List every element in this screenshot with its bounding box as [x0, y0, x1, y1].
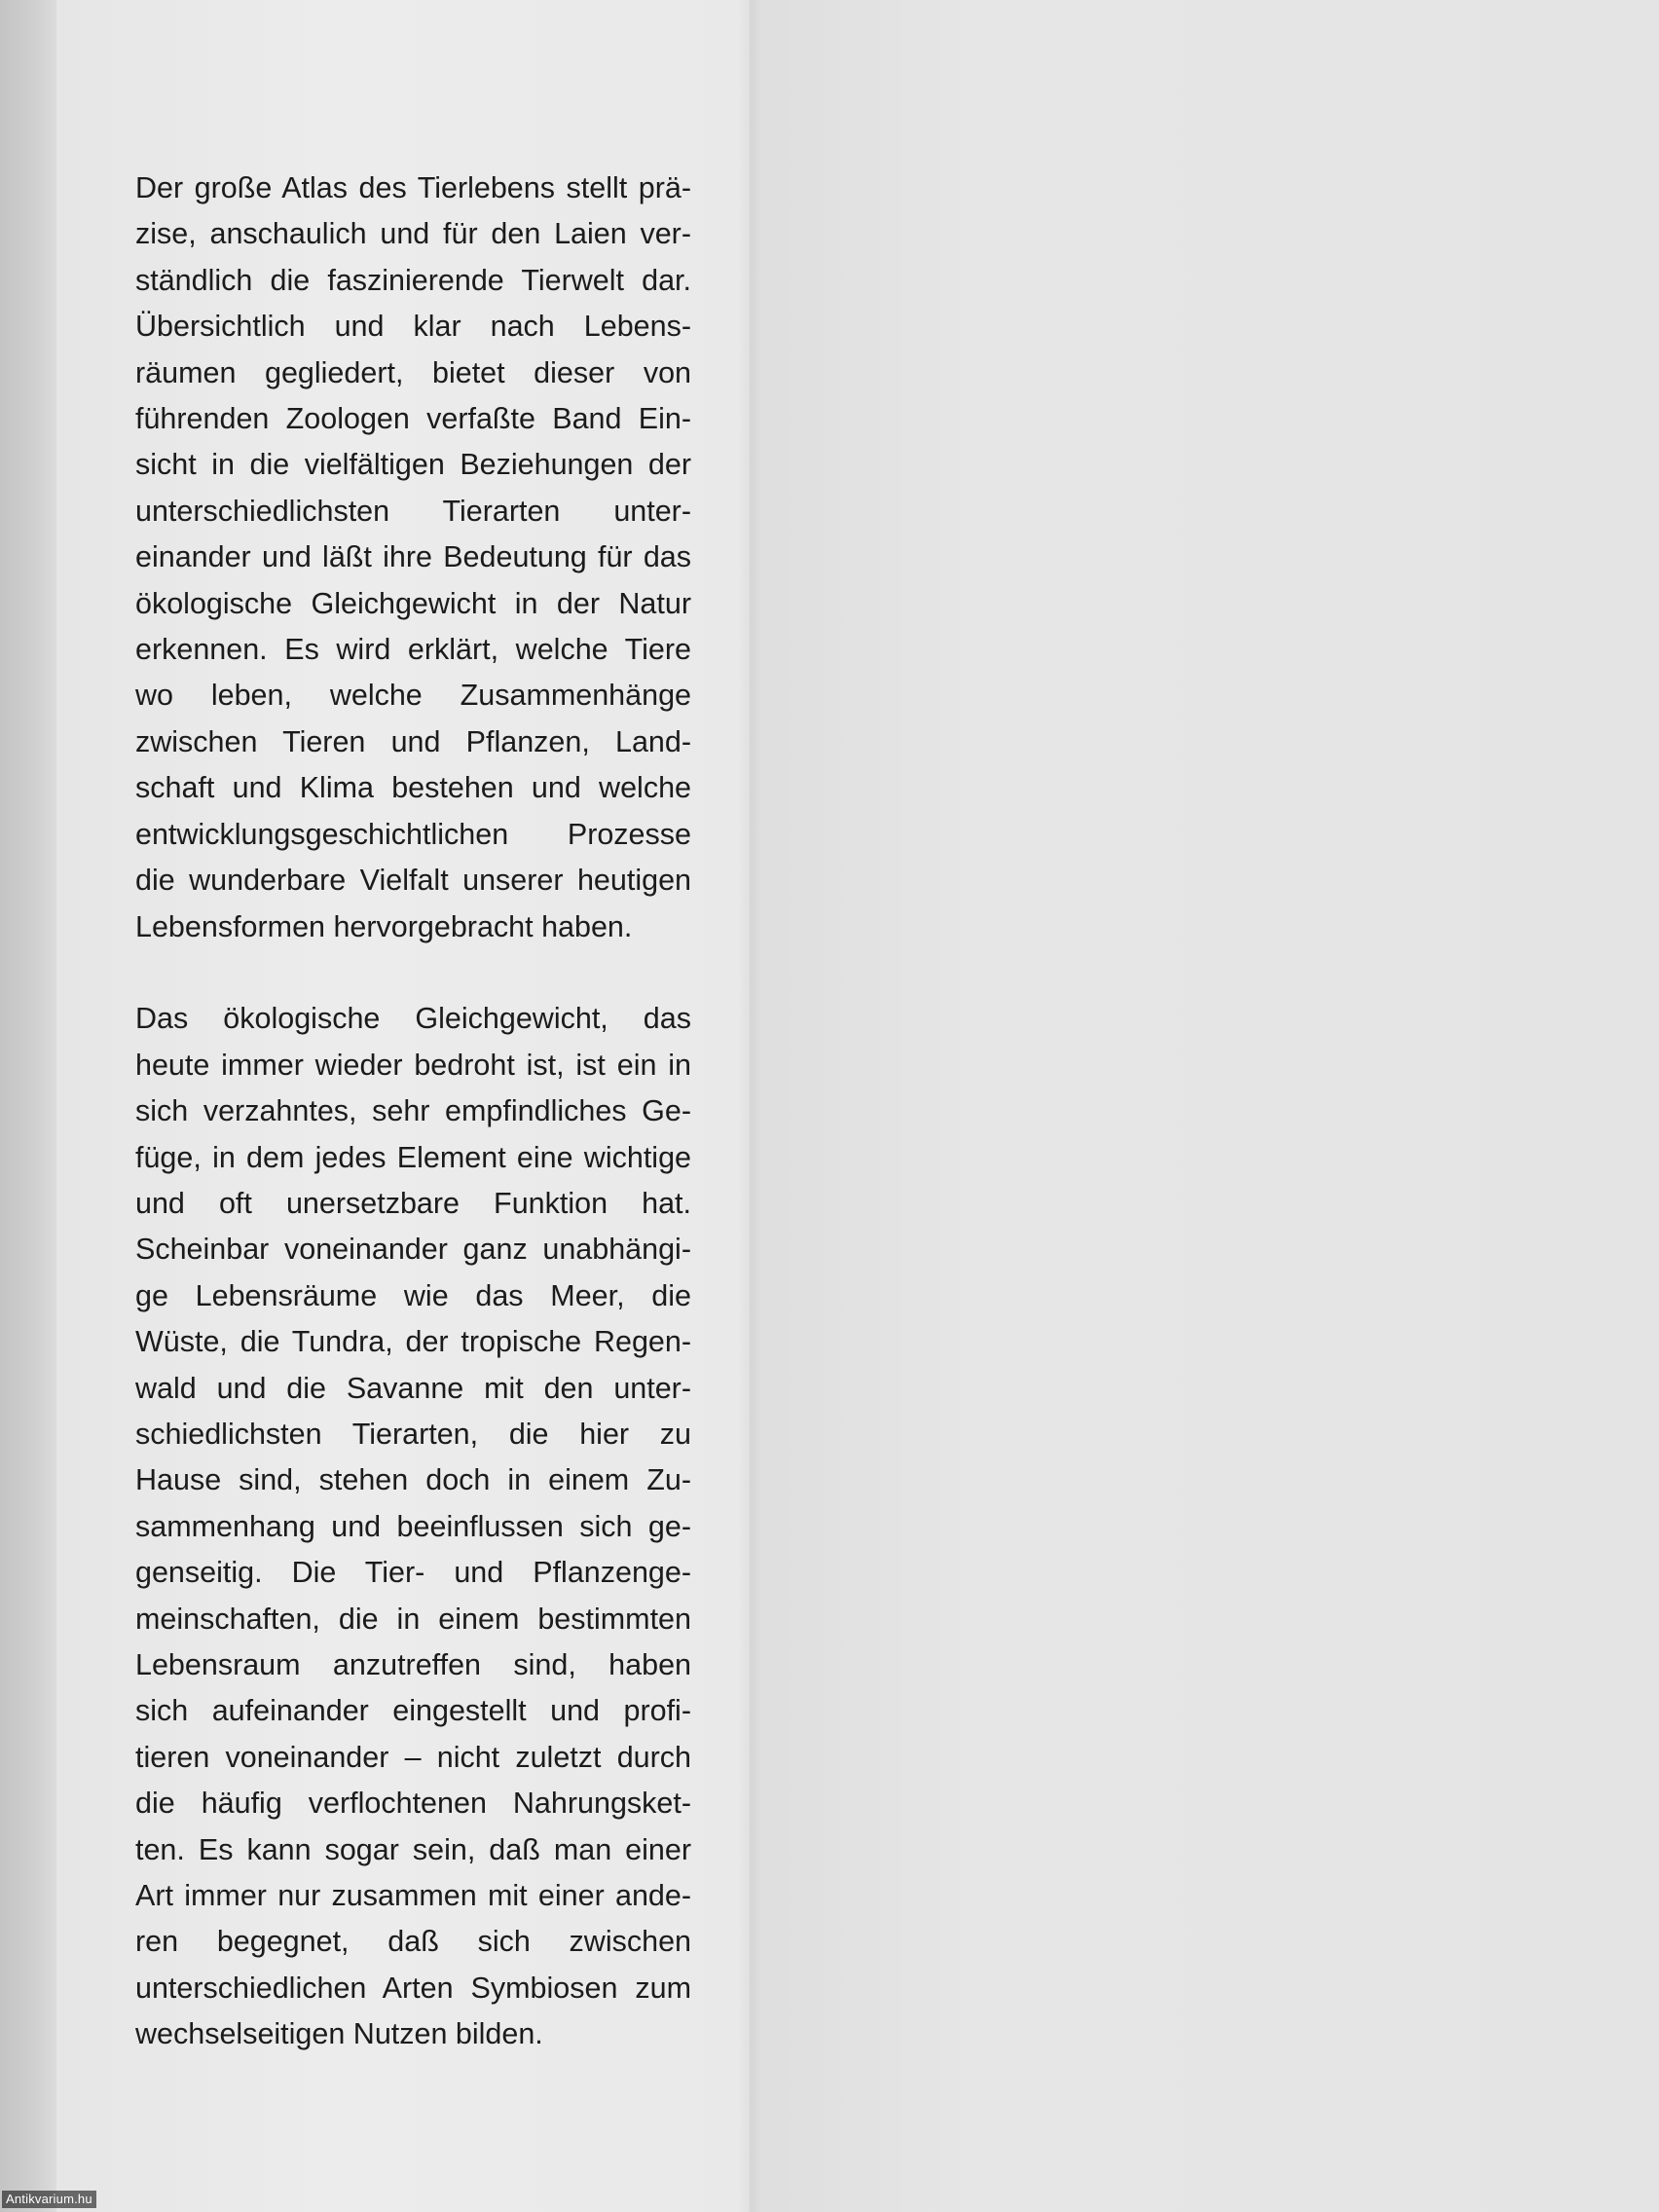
text-line: Wüste, die Tundra, der tropische Regen- — [135, 1325, 691, 1359]
text-line: entwicklungsgeschichtlichen Prozesse — [135, 817, 691, 851]
text-line: sicht in die vielfältigen Beziehungen der — [135, 448, 691, 482]
text-line: heute immer wieder bedroht ist, ist ein in — [135, 1048, 691, 1082]
text-line: die wunderbare Vielfalt unserer heutigen — [135, 864, 691, 898]
text-line: ge Lebensräume wie das Meer, die — [135, 1278, 691, 1312]
text-line: wechselseitigen Nutzen bilden. — [135, 2017, 543, 2051]
text-line: und oft unersetzbare Funktion hat. — [135, 1186, 691, 1220]
text-line: füge, in dem jedes Element eine wichtige — [135, 1140, 691, 1174]
text-line: sich aufeinander eingestellt und profi- — [135, 1694, 691, 1728]
text-line: ren begegnet, daß sich zwischen — [135, 1925, 691, 1959]
text-line: wald und die Savanne mit den unter- — [135, 1371, 691, 1405]
text-line: erkennen. Es wird erklärt, welche Tiere — [135, 633, 691, 667]
text-line: ständlich die faszinierende Tierwelt dar. — [135, 263, 691, 297]
text-line: Scheinbar voneinander ganz unabhängi- — [135, 1233, 691, 1267]
text-line: zwischen Tieren und Pflanzen, Land- — [135, 724, 691, 758]
text-line: genseitig. Die Tier- und Pflanzenge- — [135, 1556, 691, 1590]
text-line: Lebensformen hervorgebracht haben. — [135, 909, 633, 943]
text-line: ökologische Gleichgewicht in der Natur — [135, 586, 691, 620]
text-line: tieren voneinander – nicht zuletzt durch — [135, 1740, 691, 1774]
text-line: ten. Es kann sogar sein, daß man einer — [135, 1832, 691, 1866]
text-line: schiedlichsten Tierarten, die hier zu — [135, 1417, 691, 1451]
text-line: die häufig verflochtenen Nahrungsket- — [135, 1787, 691, 1821]
scan-edge — [0, 0, 56, 2212]
text-line: Lebensraum anzutreffen sind, haben — [135, 1647, 691, 1681]
text-line: sammenhang und beeinflussen sich ge- — [135, 1509, 691, 1543]
paragraph-1 — [135, 166, 691, 950]
text-line: zise, anschaulich und für den Laien ver- — [135, 217, 691, 251]
text-line: Der große Atlas des Tierlebens stellt prä- — [135, 171, 691, 204]
body-text — [135, 166, 691, 2058]
text-line: wo leben, welche Zusammenhänge — [135, 679, 691, 713]
right-page-blank — [750, 0, 1659, 2212]
book-gutter — [738, 0, 761, 2212]
text-line: einander und läßt ihre Bedeutung für das — [135, 540, 691, 574]
text-line: schaft und Klima bestehen und welche — [135, 771, 691, 805]
text-line: sich verzahntes, sehr empfindliches Ge- — [135, 1094, 691, 1128]
text-line: Art immer nur zusammen mit einer ande- — [135, 1879, 691, 1913]
text-line: unterschiedlichen Arten Symbiosen zum — [135, 1971, 691, 2005]
text-line: Hause sind, stehen doch in einem Zu- — [135, 1463, 691, 1497]
text-line: führenden Zoologen verfaßte Band Ein- — [135, 402, 691, 436]
text-line: unterschiedlichsten Tierarten unter- — [135, 494, 691, 528]
text-line: Das ökologische Gleichgewicht, das — [135, 1002, 691, 1036]
paragraph-2 — [135, 996, 691, 2057]
text-line: Übersichtlich und klar nach Lebens- — [135, 310, 691, 344]
watermark: Antikvarium.hu — [2, 2191, 96, 2208]
text-line: meinschaften, die in einem bestimmten — [135, 1602, 691, 1636]
text-line: räumen gegliedert, bietet dieser von — [135, 355, 691, 389]
